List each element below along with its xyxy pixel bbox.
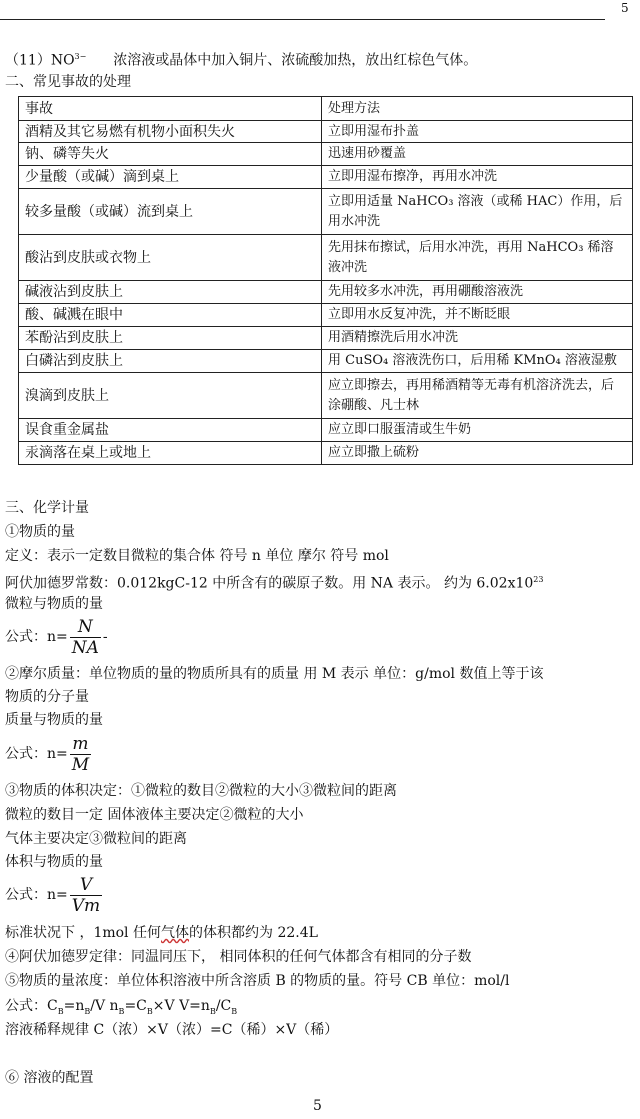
table-header-cell: 事故 [19, 97, 322, 121]
treatment-cell: 立即用水反复冲洗，并不断眨眼 [322, 304, 633, 327]
fraction-3-denominator: Vm [71, 895, 101, 916]
treatment-cell: 先用较多水冲洗，再用硼酸溶液洗 [322, 281, 633, 304]
formula-3 [5, 872, 104, 918]
s3-line-16: 溶液稀释规律 C（浓）×V（浓）=C（稀）×V（稀） [5, 1022, 339, 1038]
accident-cell: 钠、磷等失火 [19, 143, 322, 166]
intro-sup: 3− [74, 52, 87, 61]
table-row [19, 166, 633, 189]
molar-volume-text-b: 的体积都约为 22.4L [189, 925, 318, 941]
avogadro-text: 阿伏加德罗常数：0.012kgC-12 中所含有的碳原子数。用 NA 表示。 约为 6.02x10 [5, 575, 534, 592]
section2-title: 二、常见事故的处理 [5, 74, 131, 90]
treatment-cell: 立即用湿布扑盖 [322, 121, 633, 143]
fraction-2-denominator: M [71, 754, 90, 775]
fraction-1 [70, 617, 101, 658]
table-header-cell: 处理方法 [322, 97, 633, 121]
s3-line-1: ①物质的量 [5, 524, 75, 540]
header-rule [0, 19, 605, 20]
table-row [19, 373, 633, 419]
treatment-cell: 应立即撒上硫粉 [322, 442, 633, 465]
formula-2-prefix: 公式：n= [5, 746, 68, 762]
footer-page-number: 5 [313, 1098, 322, 1114]
table-row [19, 304, 633, 327]
fraction-3-numerator: V [79, 874, 93, 895]
fraction-1-denominator: NA [71, 637, 99, 658]
s3-line-12 [5, 923, 318, 943]
table-header-row [19, 97, 633, 121]
s3-line-9: 微粒的数目一定 固体液体主要决定②微粒的大小 [5, 807, 304, 823]
treatment-cell: 应立即擦去，再用稀酒精等无毒有机溶济洗去，后涂硼酸、凡士林 [322, 373, 633, 419]
accident-cell: 白磷沾到皮肤上 [19, 350, 322, 373]
treatment-cell: 立即用湿布擦净，再用水冲洗 [322, 166, 633, 189]
accident-cell: 酸、碱溅在眼中 [19, 304, 322, 327]
accident-cell: 酒精及其它易燃有机物小面积失火 [19, 121, 322, 143]
treatment-cell: 立即用适量 NaHCO₃ 溶液（或稀 HAC）作用，后用水冲洗 [322, 189, 633, 235]
s3-line-13: ④阿伏加德罗定律：同温同压下， 相同体积的任何气体都含有相同的分子数 [5, 949, 472, 965]
table-row [19, 235, 633, 281]
table-row [19, 419, 633, 442]
treatment-cell: 迅速用砂覆盖 [322, 143, 633, 166]
s3-line-5: ②摩尔质量：单位物质的量的物质所具有的质量 用 M 表示 单位：g/mol 数值上等于该 [5, 666, 544, 682]
accident-cell: 少量酸（或碱）滴到桌上 [19, 166, 322, 189]
fraction-2-numerator: m [72, 733, 89, 754]
fraction-2 [70, 734, 91, 775]
header-page-number: 5 [621, 1, 629, 15]
s3-line-7: 质量与物质的量 [5, 712, 103, 728]
accident-cell: 酸沾到皮肤或衣物上 [19, 235, 322, 281]
treatment-cell: 用酒精擦洗后用水冲洗 [322, 327, 633, 350]
avogadro-exp: 23 [533, 575, 544, 584]
molar-volume-text-a: 标准状况下 ，1mol 任何 [5, 925, 161, 941]
fraction-1-numerator: N [77, 616, 93, 637]
s3-line-2: 定义：表示一定数目微粒的集合体 符号 n 单位 摩尔 符号 mol [5, 548, 389, 564]
s3-line-6: 物质的分子量 [5, 689, 89, 705]
treatment-cell: 应立即口服蛋清或生牛奶 [322, 419, 633, 442]
accident-cell: 碱液沾到皮肤上 [19, 281, 322, 304]
formula-1-suffix: - [102, 629, 108, 645]
table-row [19, 442, 633, 465]
s3-line-11: 体积与物质的量 [5, 854, 103, 870]
table-row [19, 327, 633, 350]
s3-line-8: ③物质的体积决定：①微粒的数目②微粒的大小③微粒间的距离 [5, 783, 397, 799]
s3-line-17: ⑥ 溶液的配置 [5, 1070, 94, 1086]
s3-line-4: 微粒与物质的量 [5, 596, 103, 612]
intro-text: 浓溶液或晶体中加入铜片、浓硫酸加热，放出红棕色气体。 [113, 52, 478, 69]
formula-2 [5, 731, 93, 777]
formula-1 [5, 614, 108, 660]
s3-line-14: ⑤物质的量浓度：单位体积溶液中所含溶质 B 的物质的量。符号 CB 单位：mol/l [5, 973, 510, 989]
intro-label: （11）NO [5, 52, 75, 69]
molar-volume-underlined: 气体 [161, 925, 189, 941]
accident-cell: 较多量酸（或碱）流到桌上 [19, 189, 322, 235]
intro-line [5, 47, 477, 67]
accident-cell: 溴滴到皮肤上 [19, 373, 322, 419]
s3-line-3 [5, 570, 543, 590]
accident-cell: 苯酚沾到皮肤上 [19, 327, 322, 350]
table-row [19, 281, 633, 304]
accident-cell: 误食重金属盐 [19, 419, 322, 442]
accident-table [18, 96, 633, 465]
s3-line-10: 气体主要决定③微粒间的距离 [5, 831, 187, 847]
formula-3-prefix: 公式：n= [5, 887, 68, 903]
accident-cell: 汞滴落在桌上或地上 [19, 442, 322, 465]
fraction-3 [70, 875, 102, 916]
section3-title: 三、化学计量 [5, 500, 89, 516]
table-row [19, 121, 633, 143]
treatment-cell: 用 CuSO₄ 溶液洗伤口，后用稀 KMnO₄ 溶液湿敷 [322, 350, 633, 373]
formula-1-prefix: 公式：n= [5, 629, 68, 645]
treatment-cell: 先用抹布擦试，后用水冲洗，再用 NaHCO₃ 稀溶液冲洗 [322, 235, 633, 281]
s3-line-15: 公式：$C_B=n_B/V$ $n_B=C_B\times V$ $V=n_B/C_B$ [5, 998, 238, 1016]
table-row [19, 350, 633, 373]
table-row [19, 189, 633, 235]
table-row [19, 143, 633, 166]
